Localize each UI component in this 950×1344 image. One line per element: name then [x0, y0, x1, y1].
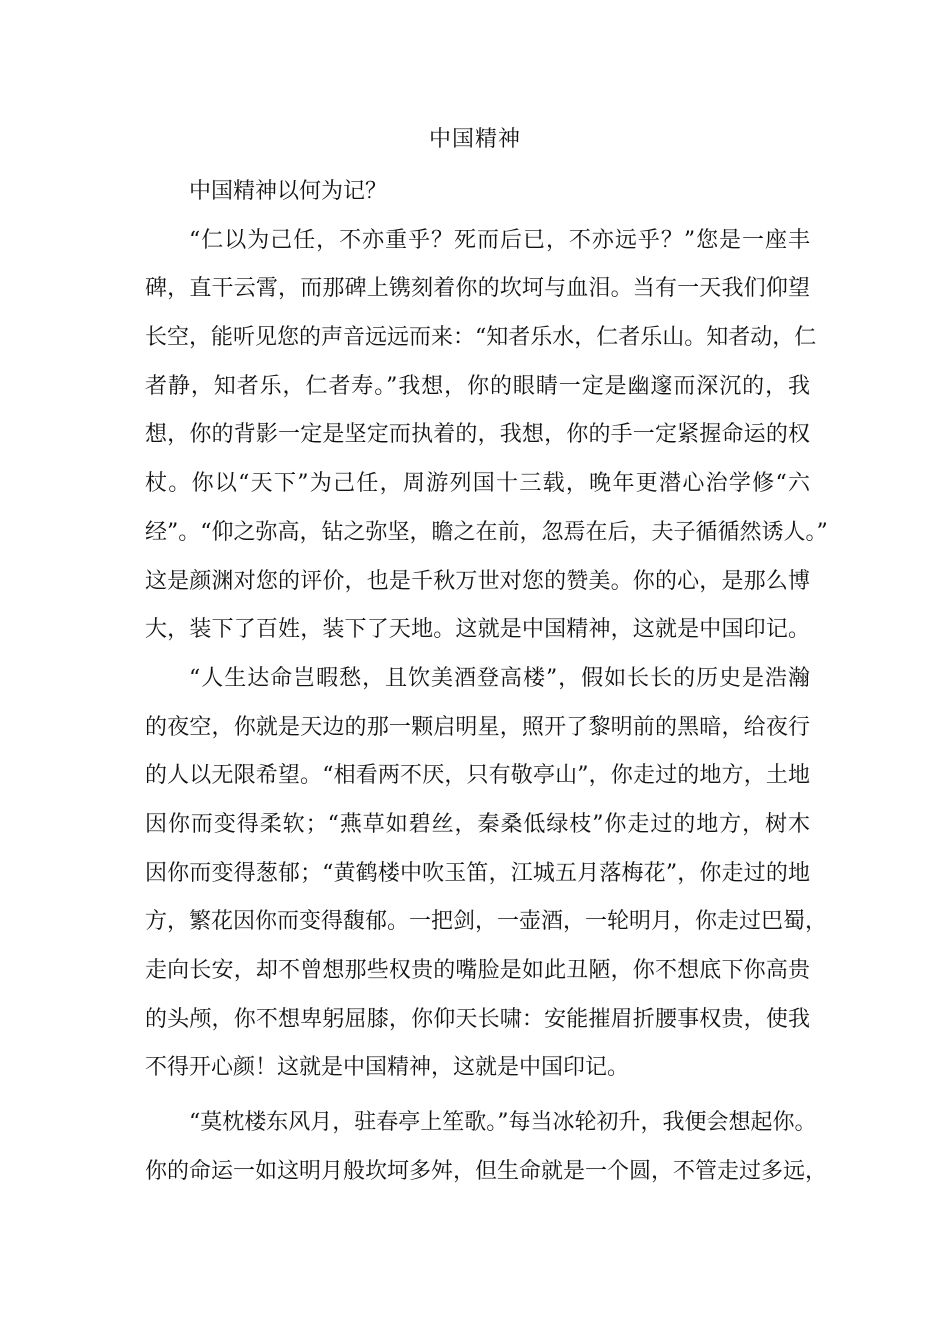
paragraph-line: 这是颜渊对您的评价，也是千秋万世对您的赞美。你的心，是那么博 [145, 568, 810, 594]
document-title: 中国精神 [428, 127, 521, 152]
paragraph-line: “仁以为己任，不亦重乎？死而后已，不亦远乎？”您是一座丰 [189, 227, 810, 253]
paragraph-line: 的夜空，你就是天边的那一颗启明星，照开了黎明前的黑暗，给夜行 [145, 714, 810, 740]
paragraph-line: 方，繁花因你而变得馥郁。一把剑，一壶酒，一轮明月，你走过巴蜀， [145, 909, 828, 935]
paragraph-line: “人生达命岂暇愁，且饮美酒登高楼”，假如长长的历史是浩瀚 [189, 665, 810, 691]
paragraph-line: 长空，能听见您的声音远远而来：“知者乐水，仁者乐山。知者动，仁 [145, 325, 817, 351]
paragraph-line: “莫枕楼东风月，驻春亭上笙歌。”每当冰轮初升，我便会想起你。 [189, 1110, 817, 1136]
paragraph-line: 中国精神以何为记？ [189, 179, 388, 204]
paragraph-line: 经”。“仰之弥高，钻之弥坚，瞻之在前，忽焉在后，夫子循循然诱人。” [145, 519, 828, 545]
paragraph-line: 走向长安，却不曾想那些权贵的嘴脸是如此丑陋，你不想底下你高贵 [145, 958, 810, 983]
paragraph-line: 的头颅，你不想卑躬屈膝，你仰天长啸：安能摧眉折腰事权贵，使我 [145, 1006, 810, 1032]
paragraph-line: 杖。你以“天下”为己任，周游列国十三载，晚年更潜心治学修“六 [145, 471, 810, 497]
paragraph-line: 不得开心颜！这就是中国精神，这就是中国印记。 [145, 1055, 630, 1081]
paragraph-line: 想，你的背影一定是坚定而执着的，我想，你的手一定紧握命运的权 [145, 422, 810, 448]
paragraph-line: 因你而变得葱郁；“黄鹤楼中吹玉笛，江城五月落梅花”，你走过的地 [145, 860, 810, 886]
paragraph-line: 的人以无限希望。“相看两不厌，只有敬亭山”，你走过的地方，土地 [145, 763, 810, 789]
document-body [145, 168, 828, 1196]
paragraph-line: 大，装下了百姓，装下了天地。这就是中国精神，这就是中国印记。 [145, 617, 810, 643]
paragraph-line: 碑，直干云霄，而那碑上镌刻着你的坎坷与血泪。当有一天我们仰望 [145, 276, 810, 302]
paragraph-line: 因你而变得柔软；“燕草如碧丝，秦桑低绿枝”你走过的地方，树木 [145, 811, 810, 837]
paragraph-line: 者静，知者乐，仁者寿。”我想，你的眼睛一定是幽邃而深沉的，我 [145, 373, 810, 399]
paragraph-line: 你的命运一如这明月般坎坷多舛，但生命就是一个圆，不管走过多远， [145, 1158, 828, 1184]
